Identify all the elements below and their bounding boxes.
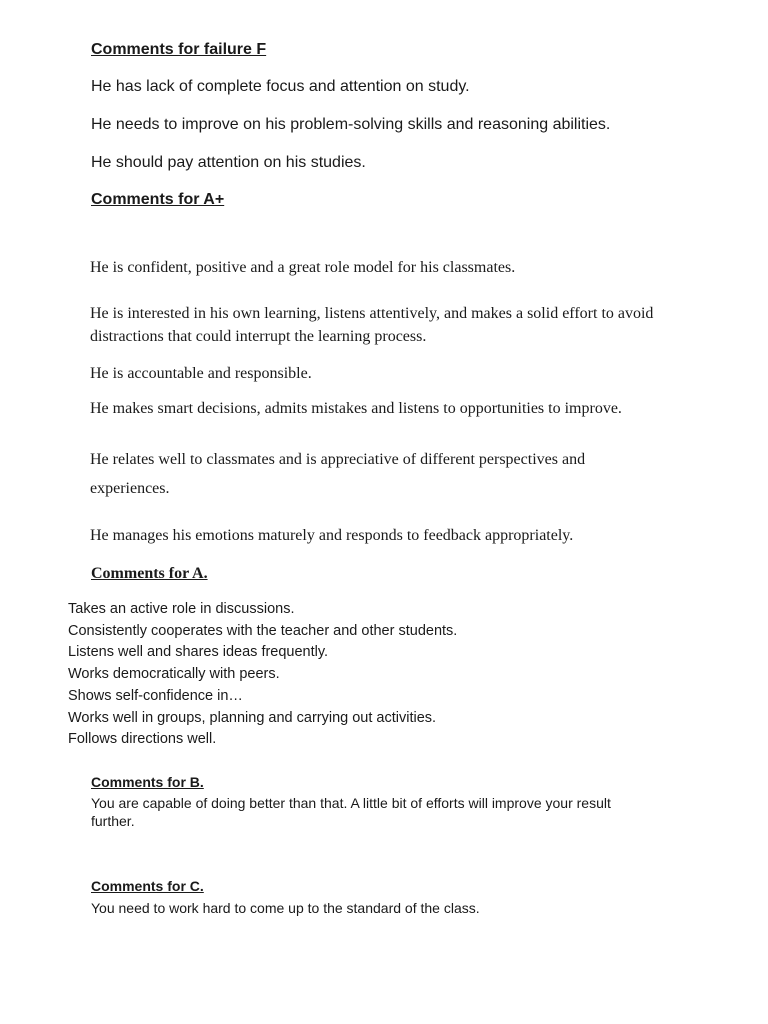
list-item: Works well in groups, planning and carrying out activities.	[68, 709, 437, 726]
heading-a: Comments for A.	[91, 565, 208, 582]
heading-a-plus: Comments for A+	[91, 191, 225, 208]
list-item: Works democratically with peers.	[68, 666, 280, 683]
comment-b-line-1: You are capable of doing better than that. A little bit of efforts will improve your result	[91, 795, 611, 811]
comment-aplus-5-line-2: experiences.	[90, 480, 170, 497]
heading-b: Comments for B.	[91, 774, 204, 790]
comment-aplus-2-line-2: distractions that could interrupt the learning process.	[90, 328, 427, 345]
comment-f-line-2: He needs to improve on his problem-solving skills and reasoning abilities.	[91, 116, 611, 133]
comment-aplus-4: He makes smart decisions, admits mistakes and listens to opportunities to improve.	[90, 400, 622, 417]
list-item: Listens well and shares ideas frequently.	[68, 644, 329, 661]
comment-aplus-6: He manages his emotions maturely and responds to feedback appropriately.	[90, 527, 574, 544]
comment-f-line-1: He has lack of complete focus and attention on study.	[91, 78, 470, 95]
comment-aplus-2-line-1: He is interested in his own learning, listens attentively, and makes a solid effort to avoid	[90, 305, 654, 322]
comment-a-list	[68, 599, 457, 751]
list-item: Takes an active role in discussions.	[68, 601, 295, 617]
list-item: Follows directions well.	[68, 731, 217, 748]
comment-f-line-3: He should pay attention on his studies.	[91, 154, 366, 171]
comment-aplus-3: He is accountable and responsible.	[90, 365, 312, 382]
comment-c-text: You need to work hard to come up to the standard of the class.	[91, 900, 480, 916]
heading-failure-f: Comments for failure F	[91, 41, 267, 58]
comment-b-line-2: further.	[91, 813, 135, 829]
list-item: Shows self-confidence in…	[68, 687, 243, 704]
list-item: Consistently cooperates with the teacher and other students.	[68, 622, 458, 639]
comment-aplus-5-line-1: He relates well to classmates and is appreciative of different perspectives and	[90, 451, 586, 468]
comment-aplus-1: He is confident, positive and a great role model for his classmates.	[90, 259, 516, 276]
heading-c: Comments for C.	[91, 878, 204, 894]
